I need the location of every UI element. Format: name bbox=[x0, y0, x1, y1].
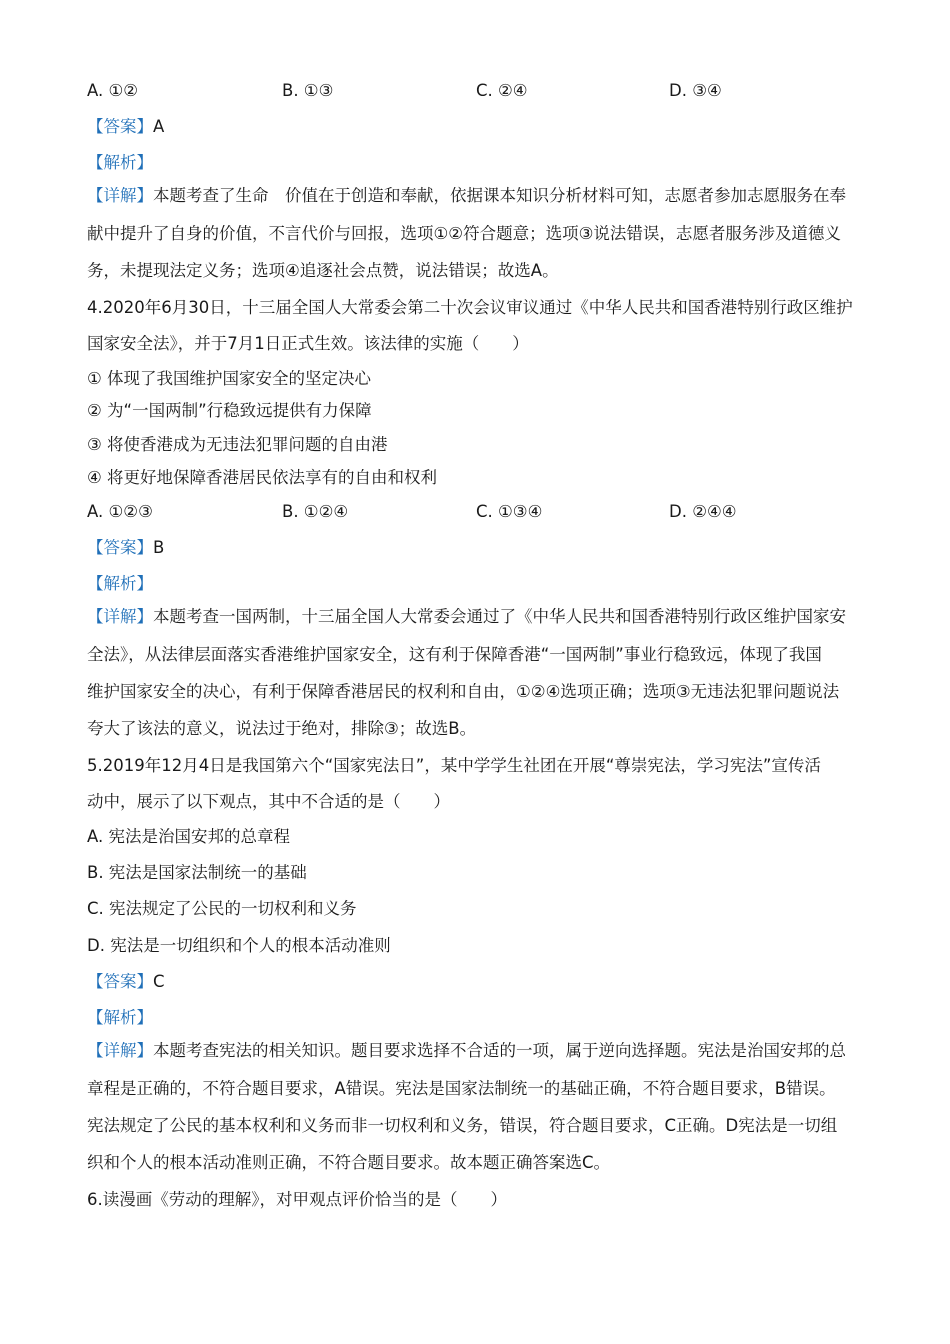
q4-detail-line bbox=[87, 606, 846, 628]
answer-value: A bbox=[153, 117, 165, 136]
detail-text: 本题考查了生命 价值在于创造和奉献，依据课本知识分析材料可知，志愿者参加志愿服务在奉 bbox=[153, 186, 846, 205]
detail-tag: 【详解】 bbox=[87, 1041, 153, 1060]
q5-stem-line: 5.2019年12月4日是我国第六个“国家宪法日”，某中学学生社团在开展“尊崇宪法，学习宪法”宣传活 bbox=[87, 756, 821, 775]
q5-option-a: A. 宪法是治国安邦的总章程 bbox=[87, 827, 290, 846]
answer-value: C bbox=[153, 972, 165, 991]
q4-analysis-tag: 【解析】 bbox=[87, 574, 153, 593]
answer-tag: 【答案】 bbox=[87, 538, 153, 557]
q3-answer bbox=[87, 116, 164, 138]
q5-detail-line: 宪法规定了公民的基本权利和义务而非一切权利和义务，错误，符合题目要求，C正确。D宪法是一切组 bbox=[87, 1116, 838, 1135]
q3-option-c: C. ②④ bbox=[476, 81, 528, 100]
detail-tag: 【详解】 bbox=[87, 607, 153, 626]
q4-stem-line: 国家安全法》，并于7月1日正式生效。该法律的实施（ ） bbox=[87, 334, 529, 353]
answer-tag: 【答案】 bbox=[87, 117, 153, 136]
q4-statement: ① 体现了我国维护国家安全的坚定决心 bbox=[87, 369, 372, 388]
q4-option-c: C. ①③④ bbox=[476, 502, 543, 521]
answer-tag: 【答案】 bbox=[87, 972, 153, 991]
q5-option-c: C. 宪法规定了公民的一切权利和义务 bbox=[87, 899, 357, 918]
q3-detail-line: 务，未提现法定义务；选项④追逐社会点赞，说法错误；故选A。 bbox=[87, 261, 559, 280]
q4-option-d: D. ②④④ bbox=[669, 502, 737, 521]
q5-stem-line: 动中，展示了以下观点，其中不合适的是（ ） bbox=[87, 792, 450, 811]
detail-tag: 【详解】 bbox=[87, 186, 153, 205]
q4-statement: ③ 将使香港成为无违法犯罪问题的自由港 bbox=[87, 435, 388, 454]
q4-option-a: A. ①②③ bbox=[87, 502, 153, 521]
q4-answer bbox=[87, 537, 164, 559]
q3-option-d: D. ③④ bbox=[669, 81, 722, 100]
q5-option-b: B. 宪法是国家法制统一的基础 bbox=[87, 863, 307, 882]
q5-detail-line bbox=[87, 1040, 846, 1062]
q4-detail-line: 全法》，从法律层面落实香港维护国家安全，这有利于保障香港“一国两制”事业行稳致远，体现了我国 bbox=[87, 645, 822, 664]
q4-statement: ② 为“一国两制”行稳致远提供有力保障 bbox=[87, 401, 372, 420]
q5-analysis-tag: 【解析】 bbox=[87, 1008, 153, 1027]
q4-stem-line: 4.2020年6月30日，十三届全国人大常委会第二十次会议审议通过《中华人民共和国香港特别行政区维护 bbox=[87, 298, 853, 317]
q3-detail-line bbox=[87, 185, 846, 207]
answer-value: B bbox=[153, 538, 165, 557]
q4-detail-line: 夸大了该法的意义，说法过于绝对，排除③；故选B。 bbox=[87, 719, 477, 738]
q4-statement: ④ 将更好地保障香港居民依法享有的自由和权利 bbox=[87, 468, 438, 487]
q5-answer bbox=[87, 971, 165, 993]
q5-option-d: D. 宪法是一切组织和个人的根本活动准则 bbox=[87, 936, 391, 955]
q4-detail-line: 维护国家安全的决心，有利于保障香港居民的权利和自由，①②④选项正确；选项③无违法犯罪问题说法 bbox=[87, 682, 840, 701]
q3-option-a: A. ①② bbox=[87, 81, 139, 100]
q5-detail-line: 章程是正确的，不符合题目要求，A错误。宪法是国家法制统一的基础正确，不符合题目要求，B错误。 bbox=[87, 1079, 836, 1098]
q3-option-b: B. ①③ bbox=[282, 81, 334, 100]
q6-stem: 6.读漫画《劳动的理解》，对甲观点评价恰当的是（ ） bbox=[87, 1190, 507, 1209]
detail-text: 本题考查宪法的相关知识。题目要求选择不合适的一项，属于逆向选择题。宪法是治国安邦的总 bbox=[153, 1041, 846, 1060]
q3-detail-line: 献中提升了自身的价值，不言代价与回报，选项①②符合题意；选项③说法错误，志愿者服务涉及道德义 bbox=[87, 224, 841, 243]
q3-analysis-tag: 【解析】 bbox=[87, 153, 153, 172]
detail-text: 本题考查一国两制，十三届全国人大常委会通过了《中华人民共和国香港特别行政区维护国家安 bbox=[153, 607, 846, 626]
q5-detail-line: 织和个人的根本活动准则正确，不符合题目要求。故本题正确答案选C。 bbox=[87, 1153, 611, 1172]
q4-option-b: B. ①②④ bbox=[282, 502, 349, 521]
